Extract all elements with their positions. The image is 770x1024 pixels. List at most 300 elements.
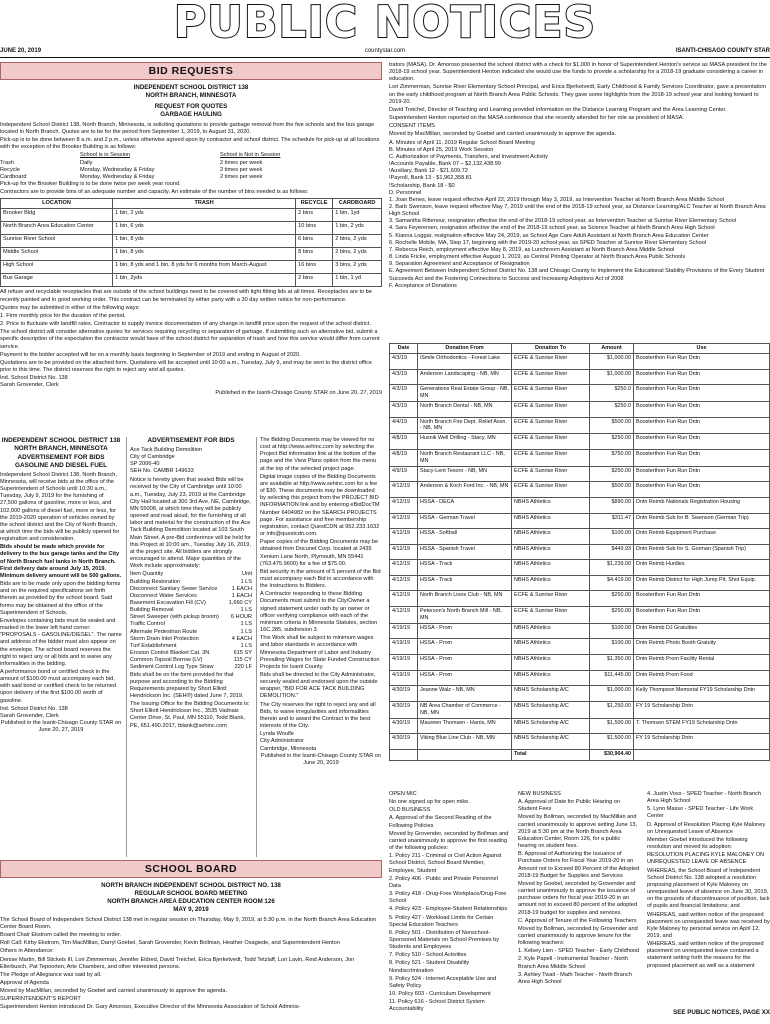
- consent-item: 8. Linda Fricke, employment effective August 1, 2019, as Central Printing Operator at North Branch Area Public Schools: [389, 254, 686, 261]
- schedule-cell: Trash: [0, 159, 15, 166]
- demolition-bid-notice: [130, 437, 252, 857]
- donation-cell: NBHS Athletics: [512, 670, 590, 686]
- schedule-cell: Monday, Wednesday & Friday: [80, 173, 155, 180]
- donation-row: [390, 466, 770, 482]
- folio-line: [0, 46, 770, 58]
- garbage-pickup: Pick-up is to be done between 8 a.m. and 2 p.m., unless otherwise agreed upon by contractor and school district. The schedule for pick-up at all locations with the exception of the Brooker Building is as follows:: [0, 137, 380, 151]
- quantity-item: Building Removal: [130, 607, 174, 614]
- board-p7: Approval of Agenda: [0, 980, 49, 986]
- minutes-paragraph: No one signed up for open mike.: [389, 799, 470, 806]
- donation-row: [390, 434, 770, 450]
- donation-cell: $250.0: [590, 401, 634, 417]
- donation-cell: Dntn Reimb Nationals Registration Housing: [634, 497, 770, 513]
- minutes-paragraph: RESOLUTION PLACING KYLE MALONEY ON UNREQUESTED LEAVE OF ABSENCE: [647, 852, 765, 866]
- minutes-p2: Lori Zimmerman, Sunrise River Elementary School Principal, and Erica Bjerketvedt, Early Childhood & Family Services Coordinator, gave a presentation on the early childhood program at North Branch Area Public Schools. They gave some highlights from the 2018-19 school year and looking forward to 2019-20.: [389, 84, 766, 105]
- bins-cell: 3 bins, 2 yds: [333, 261, 382, 274]
- donation-row: [390, 655, 770, 671]
- donation-row: [390, 701, 770, 718]
- donation-cell: $250.00: [590, 591, 634, 607]
- donation-cell: NBHS Athletics: [512, 560, 590, 576]
- masthead: [0, 0, 770, 46]
- quantity-unit: 1 EACH: [231, 585, 252, 592]
- donations-table: [389, 343, 770, 761]
- quantity-unit: 1,660 CY: [228, 599, 252, 606]
- donation-cell: NBHS Scholarship A/C: [512, 718, 590, 734]
- demolition-signature-3: Cambridge, Minnesota: [260, 745, 317, 752]
- total-amount: $30,904.40: [590, 749, 634, 760]
- donation-cell: FY 19 Scholarship Dntn: [634, 701, 770, 718]
- bins-cell: North Branch Area Education Center: [1, 222, 113, 235]
- donation-row: [390, 639, 770, 655]
- issue-date: JUNE 20, 2019: [0, 48, 42, 54]
- donation-cell: Kelly Thompson Memorial FY19 Scholarship Dntn: [634, 686, 770, 702]
- minutes-paragraph: A. Approval of Date for Public Hearing on Student Fees: [518, 799, 620, 813]
- minutes-p1: trators (MASA). Dr. Amoroso presented the school district with a check for $1,000 in honor of Superintendent Henton's service as MASA president for the 2018-19 school year. Superintendent Henton indicated she would use the funds to provide a scholarship for a 2018-19 graduate considering a career in education.: [389, 62, 767, 83]
- column-divider: [256, 437, 257, 857]
- donation-row: [390, 734, 770, 750]
- minutes-paragraph: NEW BUSINESS: [518, 791, 561, 797]
- donation-cell: $1,239.00: [590, 560, 634, 576]
- demolition-project: Ace Tack Building Demolition: [130, 446, 203, 453]
- quantity-row: [130, 607, 252, 614]
- donation-cell: $1,250.00: [590, 701, 634, 718]
- donation-cell: $311.47: [590, 513, 634, 529]
- fuel-body-1: Independent School District 138, North Branch, Minnesota, will receive bids at the office of the Superintendent of Schools until 10:30 a.m., Tuesday, July 9, 2019 for the furnishing of 27,500 gallons of gasoline, more or less, and 102,000 gallons of diesel fuel, more or less, for the 2019-2020 operation of vehicles owned by the school district and the City of North Branch, at which time the bids will be publicly opened for registration and consideration.: [0, 471, 120, 543]
- minutes-paragraph: 4. Justin Voss - SPED Teacher - North Branch Area High School: [647, 791, 761, 805]
- bins-col-cardboard: CARDBOARD: [333, 199, 382, 209]
- donation-cell: $1,500.00: [590, 718, 634, 734]
- donation-cell: 4/12/19: [390, 544, 418, 560]
- donation-row: [390, 607, 770, 624]
- schedule-header: [0, 152, 382, 159]
- donation-row: [390, 369, 770, 385]
- donation-cell: FY 19 Scholarship Dntn: [634, 734, 770, 750]
- bins-col-location: LOCATION: [1, 199, 113, 209]
- minutes-paragraph: WHEREAS, said written notice of the proposed placement on unrequested leave was received by Kyle Maloney by personal service on April 12, 2019, and: [647, 911, 770, 939]
- donation-cell: NBHS Athletics: [512, 497, 590, 513]
- school-board-header: SCHOOL BOARD: [0, 860, 382, 878]
- donation-cell: ECFE & Sunrise River: [512, 591, 590, 607]
- donation-cell: $100.00: [590, 639, 634, 655]
- quantity-unit: 1 LS: [240, 578, 252, 585]
- quantity-unit: 1 LS: [240, 642, 252, 649]
- donation-cell: ECFE & Sunrise River: [512, 417, 590, 434]
- minutes-paragraph: OPEN MIC: [389, 791, 417, 797]
- consent-item: A. Minutes of April 11, 2019 Regular School Board Meeting: [389, 139, 535, 146]
- bins-cell: 1 bin, 2yds: [113, 274, 296, 287]
- quantity-item: Disconnect Water Services: [130, 592, 197, 599]
- minutes-paragraph: 4. Policy 423 - Employee-Student Relationships: [389, 906, 508, 913]
- demolition-body-11: The City reserves the right to reject any and all Bids, to waive irregularities and informalities therein and to award the Contract in the best interests of the City.: [260, 701, 376, 730]
- demolition-body-4: The Bidding Documents may be viewed for no cost at http://www.sehinc.com by selecting the Project Bid information link at the bottom of the page and the View Plans option from the menu at the top of the selected project page.: [260, 437, 377, 472]
- total-blank: [634, 749, 770, 760]
- donation-row: [390, 353, 770, 369]
- refuse-paragraph: All refuse and recyclable receptacles that are outside of the school buildings need to be covered with tight fitting lids at all times. Receptacles are to be recently painted and in good working order. This contract can be terminated by either party with a 30 day written notice for non-performance.: [0, 289, 372, 303]
- donation-cell: North Branch Dental - NB, MN: [418, 401, 512, 417]
- quantity-row: [130, 657, 252, 664]
- bins-cell: 2 bins, 2 yds: [333, 235, 382, 248]
- donations-col-amount: Amount: [590, 344, 634, 354]
- donation-cell: 4/12/19: [390, 482, 418, 498]
- consent-item: !Scholarship, Bank 18 - $0: [389, 182, 455, 189]
- fuel-body-5: A performance bond or certified check in the amount of $100.00 must accompany each bid, with said bond or certified check to be returned upon delivery of the first $100.00 worth of gasoline.: [0, 668, 116, 704]
- donation-cell: ECFE & Sunrise River: [512, 434, 590, 450]
- donation-cell: HSSA - Prom: [418, 623, 512, 639]
- donation-cell: 4/12/19: [390, 529, 418, 545]
- donation-cell: $4,419.00: [590, 575, 634, 591]
- bins-cell: High School: [1, 261, 113, 274]
- donation-cell: $11,445.00: [590, 670, 634, 686]
- donations-col-use: Use: [634, 344, 770, 354]
- schedule-cell: Cardboard: [0, 173, 27, 180]
- donation-cell: Boosterthon Fun Run Dntn: [634, 385, 770, 402]
- donation-cell: North Branch Lions Club - NB, MN: [418, 591, 512, 607]
- demolition-continued: [260, 437, 382, 857]
- minutes-p6: Moved by MacMillan, seconded by Goebel and carried unanimously to approve the agenda.: [389, 131, 616, 138]
- donation-cell: 4/8/19: [390, 449, 418, 466]
- minutes-paragraph: 3. Policy 418 - Drug-Free Workplace/Drug-Free School: [389, 891, 507, 905]
- bins-cell: 1 bin, 8 yds: [113, 248, 296, 261]
- quantity-unit: 220 LF: [234, 664, 252, 671]
- bins-cell: 2 bins: [296, 274, 333, 287]
- donation-row: [390, 623, 770, 639]
- donation-cell: Jeanne Walz - NB, MN: [418, 686, 512, 702]
- bins-cell: 1 bin, 8 yds: [113, 235, 296, 248]
- fuel-body-3: Bids are to be made only upon the bidding forms and on the required specifications set forth therein as provided by the school board. Said forms may be obtained at the office of the Superintendent of Schools.: [0, 581, 121, 616]
- donation-cell: Boosterthon Fun Run Dntn: [634, 353, 770, 369]
- consent-item: 6. Rochelle Mobile, MA, Step 17, beginning with the 2019-20 school year, as SPED Teacher at Sunrise River Elementary School: [389, 239, 707, 246]
- donation-cell: NBHS Athletics: [512, 575, 590, 591]
- donation-cell: iSmile Orthodontics - Forest Lake: [418, 353, 512, 369]
- quote-way-2: 2. Price to fluctuate with landfill rates. Contractor to supply invoice documentation of any change in landfill price upon the request of the school district.: [0, 321, 371, 328]
- board-p10: Superintendent Henton introduced Dr. Gary Amoroso, Executive Director of the Minnesota Association of School Adminis-: [0, 1004, 301, 1011]
- donation-cell: North Branch Fire Dept. Relief Assn. - NB, MN: [418, 417, 512, 434]
- bins-cell: Sunrise River School: [1, 235, 113, 248]
- quantities-list: [130, 579, 252, 672]
- donation-cell: 4/9/19: [390, 466, 418, 482]
- donation-cell: 4/3/19: [390, 353, 418, 369]
- demolition-body-5: Digital image copies of the Bidding Documents are available at http://www.sehinc.com for a fee of $30. These documents may be downloaded by selecting this project from the PROJECT BID INFORMATION link and by entering eBidDocTM Number 6404982 on the SEARCH PROJECTS page. For assistance and free membership registration, contact QuestCDN at 952.233.1632 or info@questcdn.com.: [260, 473, 380, 538]
- bins-cell: 1 bin, 2 yds: [333, 222, 382, 235]
- donation-cell: $1,000.00: [590, 353, 634, 369]
- bins-col-recycle: RECYCLE: [296, 199, 333, 209]
- schedule-cell: Monday, Wednesday & Friday: [80, 166, 155, 173]
- donation-cell: North Branch Restaurant LLC - NB, MN: [418, 449, 512, 466]
- donation-cell: Boosterthon Fun Run Dntn: [634, 369, 770, 385]
- donation-cell: $250.00: [590, 607, 634, 624]
- quantity-item: Street Sweeper (with pickup broom): [130, 614, 219, 621]
- bins-row: [1, 222, 382, 235]
- demolition-body-3: The Issuing Office for the Bidding Documents is: Short Elliott Hendrickson Inc., 3535 Vadnais Center Drive, St. Paul, MN 55110, Todd Blank, PE, 651.490.2017, tblank@sehinc.com: [130, 701, 250, 729]
- quantity-item: Turf Establishment: [130, 642, 177, 649]
- fuel-bid-notice: [0, 437, 122, 857]
- bins-row: [1, 261, 382, 274]
- quantity-row: [130, 579, 252, 586]
- donation-cell: Dntn Reimb DJ Gratuities: [634, 623, 770, 639]
- bins-cell: 1 bin, 1yd: [333, 209, 382, 222]
- donation-cell: 4/30/19: [390, 701, 418, 718]
- schedule-cell: 2 times per week: [220, 166, 263, 173]
- donation-cell: $500.00: [590, 417, 634, 434]
- donation-row: [390, 385, 770, 402]
- donation-cell: ECFE & Sunrise River: [512, 401, 590, 417]
- resolution-column: [647, 791, 770, 1019]
- demolition-body-6: Paper copies of the Bidding Documents may be obtained from Docunet Corp. located at 2435 Xenium Lane North, Plymouth, MN 55441 (763.475.9600) for a fee of $75.00.: [260, 539, 379, 567]
- donation-cell: NBHS Athletics: [512, 529, 590, 545]
- donation-cell: 4/8/19: [390, 434, 418, 450]
- donation-cell: HSSA - DECA: [418, 497, 512, 513]
- donation-cell: Stacy-Lent Tesoro - NB, MN: [418, 466, 512, 482]
- fuel-signature-1: Ind. School District No. 138: [0, 705, 68, 712]
- consent-item: 3. Samantha Rittenour, resignation effective the end of the 2018-19 school year, as Intervention Teacher at Sunrise River Elementary School: [389, 218, 737, 225]
- schedule-row: [0, 160, 382, 167]
- bins-cell: 1 bin, 6 yds: [113, 222, 296, 235]
- minutes-paragraph: Moved by Grovender, seconded by Bollman and carried unanimously to approve the first reading of the following policies:: [389, 830, 509, 852]
- board-p4: Others in Attendance:: [0, 948, 54, 955]
- donation-row: [390, 718, 770, 734]
- donation-cell: $1,500.00: [590, 734, 634, 750]
- donations-col-from: Donation From: [418, 344, 512, 354]
- continued-on-page[interactable]: SEE PUBLIC NOTICES, PAGE XX: [670, 1009, 770, 1017]
- total-blank: [418, 749, 512, 760]
- quantities-header: [130, 571, 252, 578]
- demolition-sp: SP 2006-40: [130, 461, 160, 467]
- quantity-item: Common Topsoil Borrow (LV): [130, 657, 203, 664]
- bins-row: [1, 209, 382, 222]
- minutes-paragraph: 5. Policy 427 - Workload Limits for Certain Special Education Teachers: [389, 914, 494, 928]
- quantity-item: Storm Drain Inlet Protection: [130, 635, 199, 642]
- consent-item: 2. Barb Swenson, leave request effective May 7, 2019 until the end of the 2018-19 school year, as Distance Learning/ALC Teacher at North Branch Area High School: [389, 203, 766, 218]
- donation-cell: Dntn Reimb District for High Jump Pit, Shot Equip.: [634, 575, 770, 591]
- donation-cell: T. Thomsen STEM FY19 Scholarship Dntn: [634, 718, 770, 734]
- donation-cell: $1,000.00: [590, 686, 634, 702]
- fuel-heading: INDEPENDENT SCHOOL DISTRICT 138 NORTH BRANCH, MINNESOTA: [1, 437, 121, 452]
- donation-row: [390, 591, 770, 607]
- fuel-body-2: Bids should be made which provide for delivery to the bus garage tanks and the City of North Branch fuel tanks in North Branch. First delivery date around July 15, 2019. Minimum delivery amount will be 500 gallons.: [0, 544, 122, 579]
- garbage-title-1: INDEPENDENT SCHOOL DISTRICT 138: [133, 84, 249, 91]
- minutes-paragraph: 2. Kyle Papell - Instrumental Teacher - North Branch Area Middle School: [518, 956, 628, 970]
- garbage-intro: Independent School District 138, North Branch, Minnesota, is soliciting quotations to provide garbage removal from the five schools and the bus garage located in North Branch. Quotes are to be for the period from September 1, 2019, to August 31, 2020.: [0, 121, 375, 135]
- consent-item: E. Agreement Between Independent School District No. 138 and Chisago County to Implement the Educational Stability Provisions of the Every Student Succeeds Act and the Fostering Connections to Success and Increasing Adoptions Act of 2008: [389, 268, 765, 282]
- minutes-paragraph: 3. Ashley Twait - Math Teacher - North Branch Area High School: [518, 971, 632, 985]
- quote-way-1: 1. Firm monthly price for the duration of the period.: [0, 312, 126, 319]
- quantity-unit: 6 HOUR: [230, 614, 252, 621]
- consent-item: !Accounts Payable, Bank 07 – $2,132,438.99: [389, 161, 501, 168]
- donation-cell: 4/12/19: [390, 560, 418, 576]
- demolition-city: City of Cambridge: [130, 453, 175, 460]
- donation-cell: 4/12/19: [390, 497, 418, 513]
- quantity-row: [130, 614, 252, 621]
- consent-items-heading: CONSENT ITEMS: [389, 123, 435, 130]
- donation-cell: 4/19/19: [390, 639, 418, 655]
- paper-name: ISANTI-CHISAGO COUNTY STAR: [675, 48, 770, 54]
- minutes-paragraph: D. Approval of Resolution Placing Kyle Maloney on Unrequested Leave of Absence: [647, 821, 766, 835]
- donation-cell: Dntn Reimb Sub for S. Gorman (Spanish Trip): [634, 544, 770, 560]
- bins-row: [1, 274, 382, 287]
- minutes-paragraph: Moved by Goebel, seconded by Grovender and carried unanimously to approve the issuance of purchase orders for fiscal year 2019-20 in an amount not to exceed 80 percent of the adopted 2018-19 budget for supplies and services.: [518, 880, 638, 916]
- donation-cell: Boosterthon Fun Run Dntn: [634, 434, 770, 450]
- demolition-body-7: Bid security in the amount of 5 percent of the Bid must accompany each Bid in accordance with the Instructions to Bidders.: [260, 568, 381, 590]
- minutes-paragraph: 6. Policy 501 - Distribution of Nonschool-Sponsored Materials on School Premises by Students and Employees: [389, 929, 500, 951]
- donation-cell: Dntn Reimb Hurdles: [634, 560, 770, 576]
- donation-cell: ECFE & Sunrise River: [512, 482, 590, 498]
- donation-cell: $250.00: [590, 434, 634, 450]
- minutes-paragraph: OLD BUSINESS: [389, 807, 431, 814]
- quantity-unit: 1 LS: [240, 628, 252, 635]
- bids-subcolumns: [0, 437, 382, 857]
- donation-cell: ECFE & Sunrise River: [512, 466, 590, 482]
- minutes-paragraph: 10. Policy 603 - Curriculum Development: [389, 991, 491, 998]
- donations-col-date: Date: [390, 344, 418, 354]
- donation-cell: $890.00: [590, 497, 634, 513]
- schedule-head-not-in-session: School is Not in Session: [220, 152, 281, 159]
- donation-cell: Generations Real Estate Group - NB, MN: [418, 385, 512, 402]
- quantity-item: Erosion Control Blanket Cat. 3N: [130, 650, 210, 657]
- donation-row: [390, 575, 770, 591]
- minutes-paragraph: Member Goebel introduced the following resolution and moved its adoption:: [647, 836, 748, 851]
- payment-note: Payment to the bidder accepted will be on a monthly basis beginning in September of 2019 and ending in August of 2020.: [0, 351, 301, 358]
- demolition-signature-1: Lynda Woulfe: [260, 731, 294, 738]
- donation-row: [390, 560, 770, 576]
- schedule-cell: 2 times per week: [220, 173, 263, 180]
- donation-cell: $250.00: [590, 466, 634, 482]
- donation-cell: 4/30/19: [390, 734, 418, 750]
- minutes-paragraph: WHEREAS, the School Board of Independent School District No. 138 adopted a resolution proposing placement of Kyle Maloney on unrequested leave of absence on June 30, 2019, on the grounds of discontinuance of position, lack of pupils and financial limitations; and: [647, 867, 770, 910]
- donations-table-wrap: [389, 343, 770, 761]
- demolition-body-9: This Work shall be subject to minimum wages and labor standards in accordance with Minnesota Department of Labor and Industry Prevailing Wages for State Funded Construction Projects for Isanti County.: [260, 635, 380, 670]
- site-url[interactable]: countystar.com: [364, 48, 406, 54]
- minutes-paragraph: Moved by Bollman, seconded by Grovender and carried unanimously to approve tenure for the following teachers:: [518, 925, 638, 947]
- fuel-published: Published in the Isanti-Chisago County STAR on June 20, 27, 2019: [0, 720, 122, 734]
- donation-cell: 4/19/19: [390, 670, 418, 686]
- consent-item: !Payroll, Bank 13 - $1,962,358.81: [389, 175, 473, 182]
- donation-cell: Anderson & Koch Ford Inc. - NB, MN: [418, 482, 512, 498]
- minutes-continued: [389, 62, 770, 340]
- donation-cell: HSSA - Prom: [418, 639, 512, 655]
- donation-cell: HSSA - Softball: [418, 529, 512, 545]
- quantity-row: [130, 586, 252, 593]
- donation-cell: NB Area Chamber of Commerce - NB, MN: [418, 701, 512, 718]
- school-board-section: [0, 860, 382, 1020]
- bid-requests-section: [0, 62, 382, 434]
- donation-row: [390, 417, 770, 434]
- donation-cell: Dntn Reimb Equipment Purchase: [634, 529, 770, 545]
- consent-item: 7. Rebecca Reich, employment effective May 8, 2019, as Lunchroom Assistant at North Branch Area Middle School: [389, 246, 675, 253]
- donation-cell: NBHS Scholarship A/C: [512, 701, 590, 718]
- quantity-unit: 1 LS: [240, 621, 252, 628]
- donation-cell: HSSA - Prom: [418, 670, 512, 686]
- garbage-title-4: GARBAGE HAULING: [160, 110, 222, 118]
- minutes-paragraph: B. Approval of Authorizing the Issuance of Purchase Orders for Fiscal Year 2019-20 in an Amount not to Exceed 80 Percent of the Adopted 2018-19 Budget for Supplies and Services: [518, 851, 640, 879]
- consent-item: !Auxiliary, Bank 12 - $21,609.72: [389, 168, 468, 175]
- donation-cell: HSSA - German Travel: [418, 513, 512, 529]
- bins-col-trash: TRASH: [113, 199, 296, 209]
- quantities-head-item: Item Quantity: [130, 571, 164, 578]
- donation-cell: Boosterthon Fun Run Dntn: [634, 417, 770, 434]
- brooker-note: Pick-up for the Brooker Building is to be done twice per week year round.: [0, 181, 181, 187]
- bins-cell: 1 bin, 2 yds: [113, 209, 296, 222]
- consent-item: C. Authorization of Payments, Transfers, and Investment Activity: [389, 153, 548, 160]
- board-p1: The School Board of Independent School District 138 met in regular session on Thursday, May 9, 2019, at 5:30 p.m. in the North Branch Area Education Center Board Room.: [0, 916, 377, 930]
- consent-item: 9. Separation Agreement and Acceptance of Resignation: [389, 261, 530, 268]
- donation-cell: Anderson Landscaping - NB, MN: [418, 369, 512, 385]
- donation-row: [390, 686, 770, 702]
- demolition-body-2: Bids shall be on the form provided for that purpose and according to the Bidding Requirements prepared by Short Elliott Hendrickson Inc. (SEH®) dated June 7, 2019.: [130, 671, 244, 699]
- minutes-paragraph: A. Approval of the Second Reading of the Following Policies: [389, 815, 492, 829]
- bins-cell: 10 bins: [296, 222, 333, 235]
- bins-cell: 16 bins: [296, 261, 333, 274]
- donation-cell: HSSA - Prom: [418, 655, 512, 671]
- bins-row: [1, 248, 382, 261]
- schedule-row: [0, 174, 382, 181]
- quantity-item: Sediment Control Log Type Straw: [130, 664, 214, 671]
- demolition-body-8: A Contractor responding to these Bidding Documents must submit to the City/Owner a signed statement under oath by an owner or officer verifying compliance with each of the minimum criteria in Minnesota Statutes, section 16C.285, subdivision 3.: [260, 591, 378, 634]
- donation-cell: 4/12/19: [390, 575, 418, 591]
- donation-cell: ECFE & Sunrise River: [512, 369, 590, 385]
- donation-row: [390, 529, 770, 545]
- donation-cell: NBHS Athletics: [512, 655, 590, 671]
- donation-cell: Dntn Reimb Prom Facility Rental: [634, 655, 770, 671]
- minutes-p4: Superintendent Henton reported on the MASA conference that she recently attended for her role as president of MASA.: [389, 115, 685, 122]
- board-p5: Denise Martin, Bill Stickels III, Lori Zimmerman, Jennifer Eldred, David Treichel, Erica Bjerketvedt, Todd Tetzlaff, Lori Lavin, Reid Anderson, Jon Ellerbusch, Pat Tepoorten, Arte Chambers, and other interested persons.: [0, 956, 355, 970]
- consent-item: F. Acceptance of Donations: [389, 282, 457, 289]
- minutes-bottom-columns: [389, 791, 770, 1019]
- consent-item: D. Personnel: [389, 189, 422, 196]
- board-p2: Board Chair Ekstrom called the meeting to order.: [0, 932, 121, 939]
- quantity-item: Alternate Pedestrian Route: [130, 628, 198, 635]
- fuel-signature-2: Sarah Grovender, Clerk: [0, 712, 59, 719]
- quantity-unit: 115 CY: [233, 657, 252, 664]
- minutes-paragraph: 11. Policy 616 - School District System Accountability: [389, 999, 485, 1013]
- donation-cell: $750.00: [590, 449, 634, 466]
- bins-cell: Brooker Bldg: [1, 209, 113, 222]
- schedule-row: [0, 167, 382, 174]
- bins-row: [1, 235, 382, 248]
- bins-cell: 2 bins, 2 yds: [333, 248, 382, 261]
- donation-row: [390, 449, 770, 466]
- bins-table: [0, 198, 382, 287]
- demolition-published: Published in the Isanti-Chisago County STAR on June 20, 2019: [260, 752, 382, 766]
- donation-cell: 4/4/19: [390, 417, 418, 434]
- donation-cell: ECFE & Sunrise River: [512, 449, 590, 466]
- donation-cell: Boosterthon Fun Run Dntn: [634, 449, 770, 466]
- board-p8: Moved by MacMillan, seconded by Goebel and carried unanimously to approve the agenda.: [0, 988, 227, 995]
- garbage-title-2: NORTH BRANCH, MINNESOTA: [145, 91, 237, 99]
- donation-cell: 4/3/19: [390, 369, 418, 385]
- total-blank: [390, 749, 418, 760]
- quantity-unit: 4 EACH: [231, 635, 252, 642]
- quantity-item: Traffic Control: [130, 621, 165, 628]
- donation-cell: 4/30/19: [390, 686, 418, 702]
- donation-cell: 4/12/19: [390, 591, 418, 607]
- donation-cell: $1,000.00: [590, 369, 634, 385]
- donation-cell: $500.00: [590, 482, 634, 498]
- donation-cell: ECFE & Sunrise River: [512, 607, 590, 624]
- donation-cell: $449.93: [590, 544, 634, 560]
- board-p6: The Pledge of Allegiance was said by all.: [0, 971, 102, 978]
- donation-cell: $250.0: [590, 385, 634, 402]
- contractors-note: Contractors are to provide bins of an adequate number and capacity. An estimate of the number of bins needed is as follows:: [0, 189, 309, 196]
- donation-cell: NBHS Athletics: [512, 544, 590, 560]
- board-title-4: MAY 9, 2019: [173, 905, 209, 913]
- quantity-row: [130, 621, 252, 628]
- consent-item: 4. Sara Feyerersen, resignation effective the end of the 2018-19 school year, as Science Teacher at North Branch Area High School: [389, 225, 715, 232]
- consent-items-list: [389, 140, 770, 290]
- quote-deadline: Quotations are to be provided on the attached form. Quotations will be accepted until 10:00 a.m., Tuesday, July 9, and may be sent to the district office prior to this time. The district reserves the right to reject any and all quotes.: [0, 359, 372, 374]
- minutes-paragraph: 7. Policy 510 - School Activities: [389, 952, 467, 959]
- minutes-paragraph: 1. Policy 211 - Criminal or Civil Action Against School District, School Board Member, Employee, Student: [389, 853, 502, 874]
- bid-requests-header: BID REQUESTS: [0, 62, 382, 80]
